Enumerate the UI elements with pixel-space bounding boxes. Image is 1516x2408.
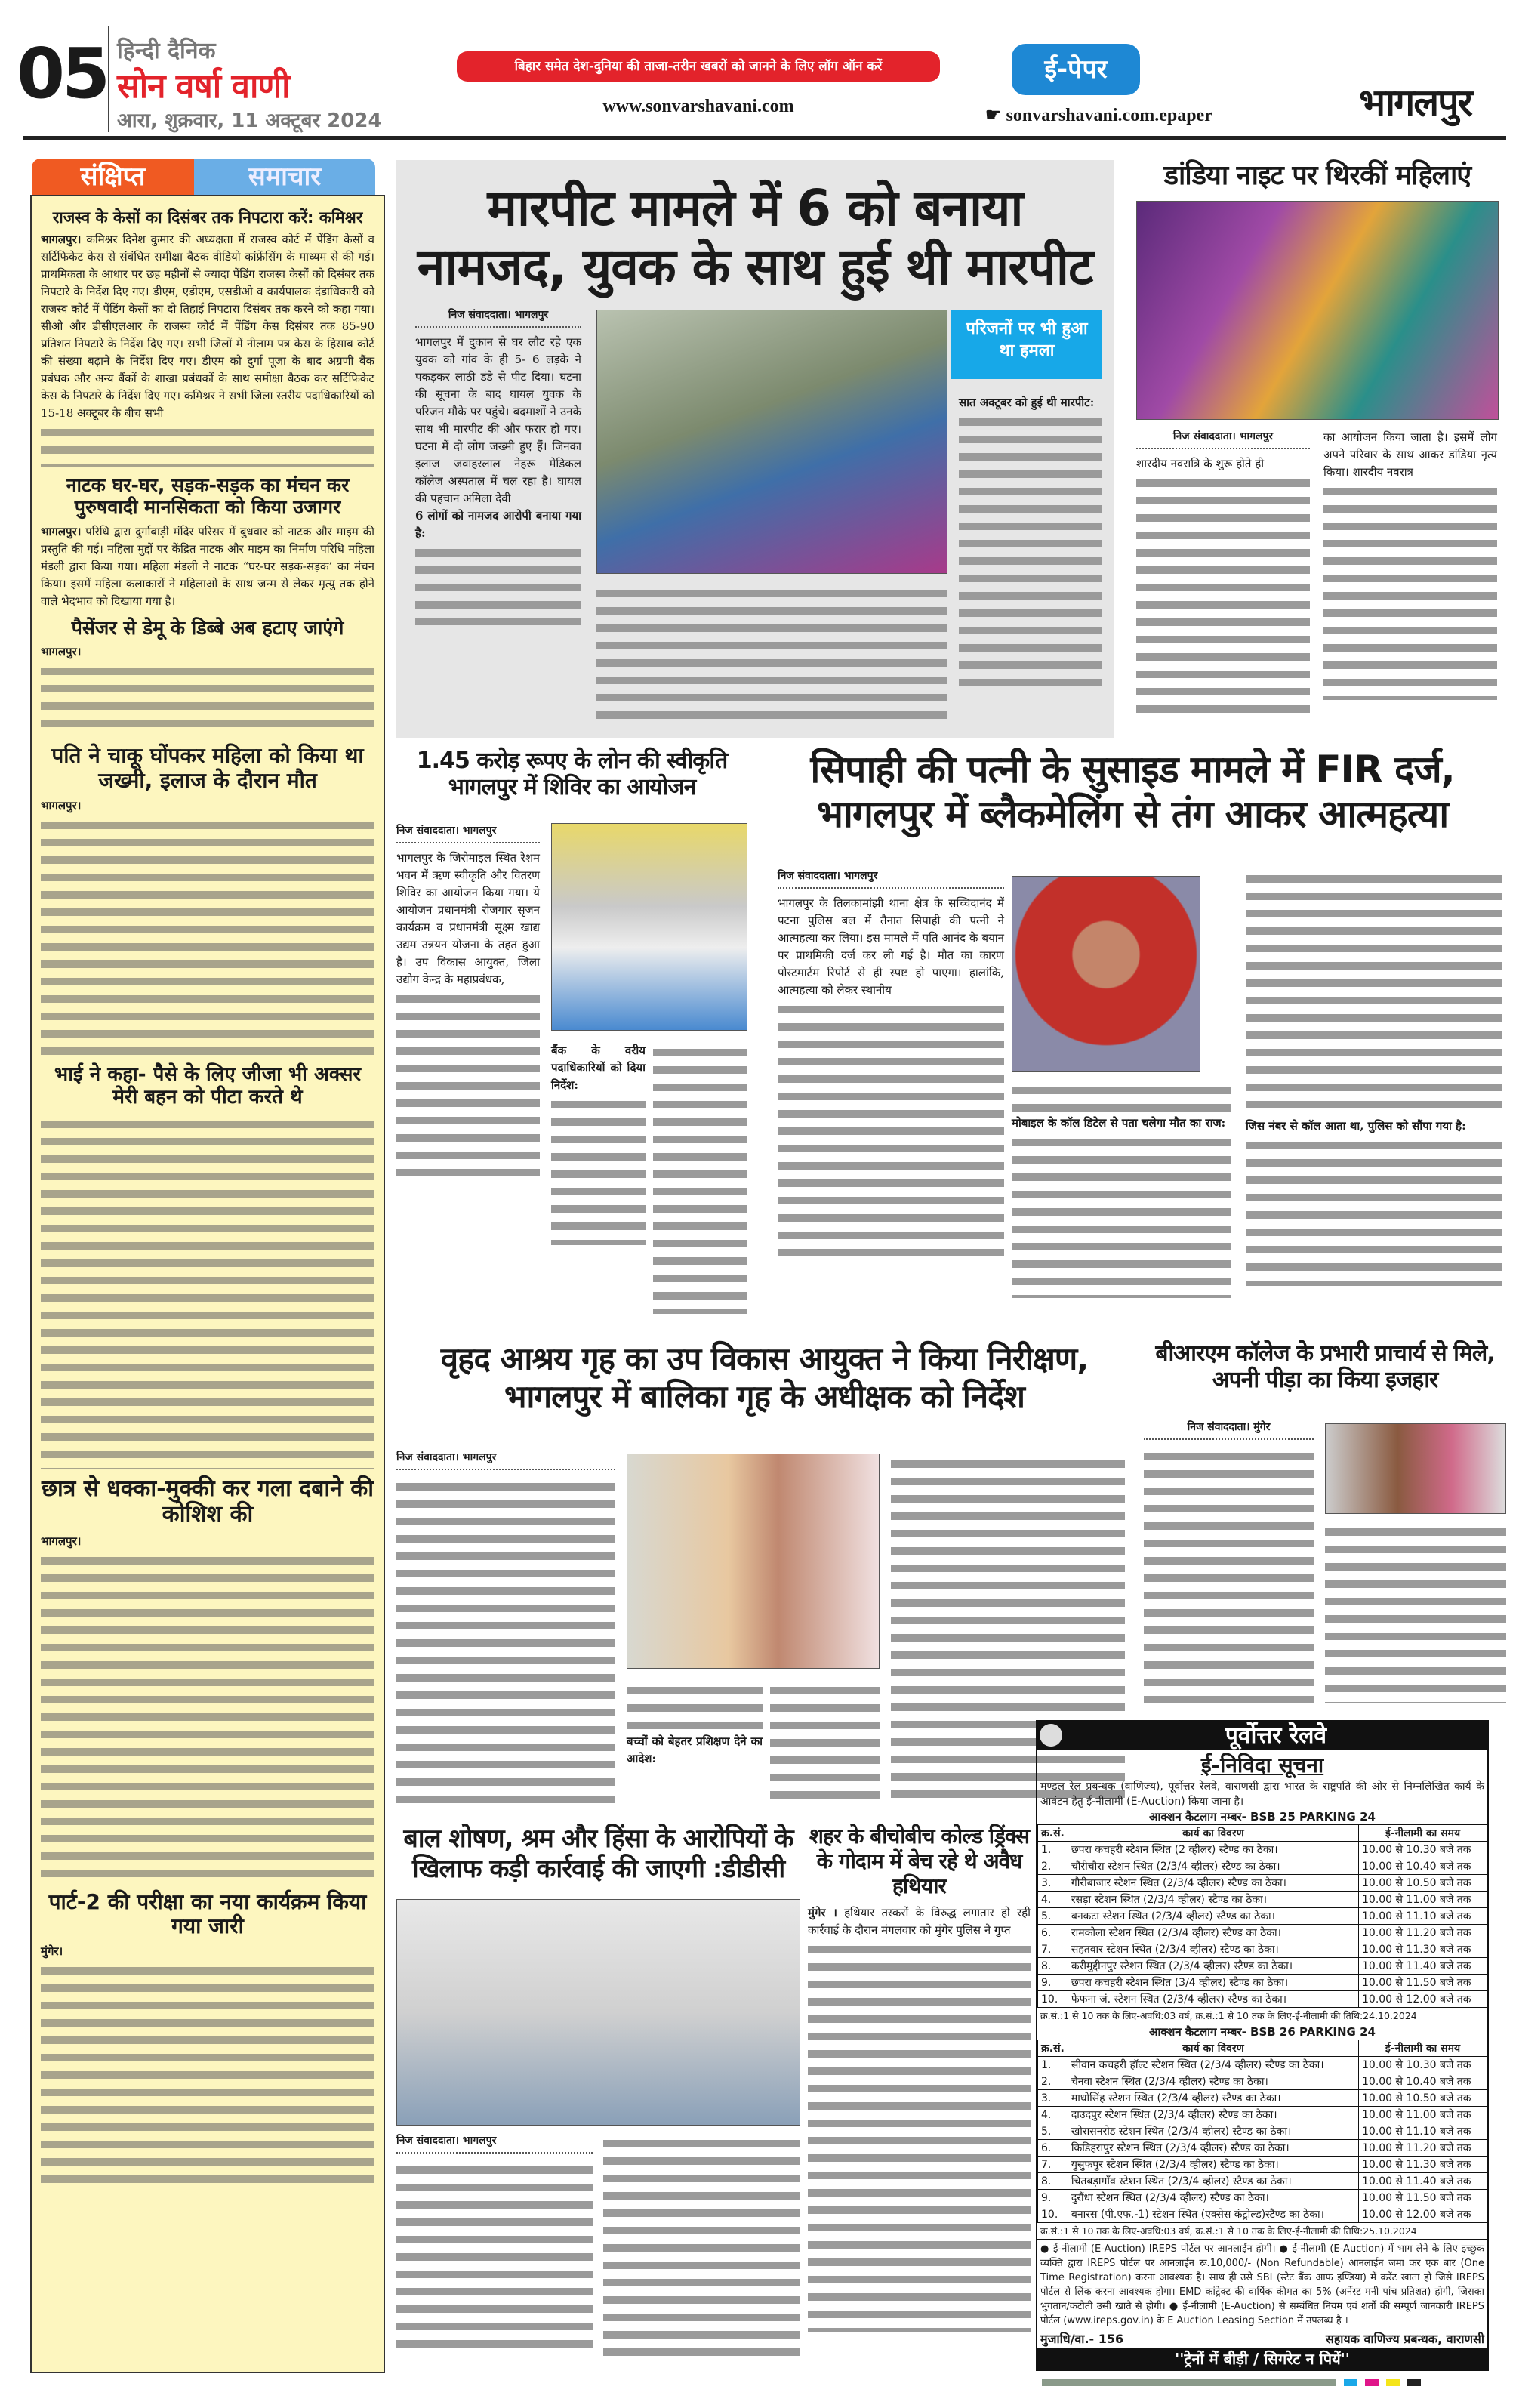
work-description: खोरासनरोड स्टेशन स्थित (2/3/4 व्हीलर) स्टैण्ड का ठेका। <box>1068 2123 1358 2140</box>
suicide-text-continued <box>1246 1135 1502 1286</box>
brief-text <box>41 231 374 422</box>
briefs-banner-left: संक्षिप्त <box>32 159 194 195</box>
shelter-text <box>627 1680 763 1733</box>
row-number: 2. <box>1038 1858 1068 1875</box>
pointer-icon: ☛ <box>985 106 1006 125</box>
epaper-link[interactable] <box>985 104 1212 126</box>
brief-text-continued <box>41 661 374 736</box>
table-row <box>1038 2123 1487 2140</box>
shelter-text <box>396 1476 615 1808</box>
loan-story <box>396 748 747 1321</box>
loan-text-continued <box>653 1042 747 1314</box>
byline: निज संवाददाता। भागलपुर <box>415 307 581 328</box>
brief-body: कमिश्नर दिनेश कुमार की अध्यक्षता में राजस्व कोर्ट में पेंडिंग केसों व सर्टिफिकेट केस से संबंधित समीक्षा बैठक वीडियो कांफ्रेंसिंग के माध्यम से की गई। प्राथमिकता के आधार पर छह महीनों से ज्यादा पेंडिंग राजस्व केसों को दिसंबर तक निपटारे के निर्देश दिए गए। डीएम, एडीएम, एसडीओ व कार्यपालक दंडाधिकारी को राजस्व कोर्ट में पेंडिंग केसों का दो तिहाई निपटारा दिसंबर तक करने को कहा गया। सीओ और डीसीएलआर के राजस्व कोर्ट में पेंडिंग केस दिसंबर तक 85-90 प्रतिशत निपटारे के निर्देश दिए गए। सभी जिलों में नीलाम पत्र केस के हिसाब कोर्ट की संख्या बढ़ाने के निर्देश दिए गए। डीएम को दुर्गा पूजा के बाद अग्रणी बैंक प्रबंधक और अन्य बैंकों के शाखा प्रबंधकों के साथ समीक्षा बैठक कर सर्टिफिकेट केस के निपटारे के निर्देश दिए गए। कमिश्नर ने सभी जिला स्तरीय पदाधिकारियों को 15-18 अक्टूबर के बीच सभी <box>41 233 374 421</box>
work-description: करीमुद्दीनपुर स्टेशन स्थित (2/3/4 व्हीलर) स्टैण्ड का ठेका। <box>1068 1958 1358 1975</box>
col-header: कार्य का विवरण <box>1068 2040 1358 2057</box>
brief-item <box>41 618 374 737</box>
row-number: 10. <box>1038 1991 1068 2008</box>
ddc-headline: बाल शोषण, श्रम और हिंसा के आरोपियों के खिलाफ कड़ी कार्रवाई की जाएगी :डीडीसी <box>403 1824 793 1885</box>
row-number: 9. <box>1038 1975 1068 1991</box>
catalog-label: आक्शन कैटलाग नम्बर- BSB 25 PARKING 24 <box>1149 1810 1376 1824</box>
table-row <box>1038 1842 1487 1858</box>
brief-headline: नाटक घर-घर, सड़क-सड़क का मंचन कर पुरुषवादी मानसिकता को किया उजागर <box>66 474 350 518</box>
table-row <box>1038 1941 1487 1958</box>
lead-text-continued <box>959 412 1102 691</box>
catalog-1 <box>1037 1809 1487 2024</box>
ddc-story <box>396 1824 800 2360</box>
callout-box: परिजनों पर भी हुआ था हमला <box>951 310 1102 379</box>
shelter-photo <box>627 1454 880 1669</box>
row-number: 5. <box>1038 2123 1068 2140</box>
brief-text <box>41 1533 374 1550</box>
row-number: 5. <box>1038 1908 1068 1925</box>
table-row <box>1038 2140 1487 2157</box>
masthead-tagline: हिन्दी दैनिक <box>117 38 216 64</box>
promo-banner[interactable]: बिहार समेत देश-दुनिया की ताजा-तरीन खबरों को जानने के लिए लॉग ऑन करें <box>457 51 940 82</box>
ddc-columns <box>396 2133 800 2360</box>
tender-terms: ● ई-नीलामी (E-Auction) IREPS पोर्टल पर आनलाईन होगी। ● ई-नीलामी (E-Auction) में भाग लेने के लिए इच्छुक व्यक्ति द्वारा IREPS पोर्टल पर आनलाईन रू.10,000/- (Non Refundable) आनलाईन जमा कर एक बार (One Time Registration) करना आवश्यक है। साथ ही उसे SBI (स्टेट बैंक आफ इण्डिया) में करेंट खाता हो जिसे IREPS पोर्टल से लिंक करना आवश्यक होगा। EMD कांट्रेक्ट की वार्षिक कीमत का 5% (अर्नेस्ट मनी पांच प्रतिशत) होगी, जिसका भुगतान/कटौती उसी खाते से होगी। ● ई-नीलामी (E-Auction) से सम्बंधित नियम एवं शर्तों की सम्पूर्ण जानकारी IREPS पोर्टल (www.ireps.gov.in) के E Auction Leasing Section में उपलब्ध है । <box>1040 2243 1484 2326</box>
byline: निज संवाददाता। भागलपुर <box>396 1450 615 1470</box>
tender-footer <box>1037 2330 1487 2347</box>
briefs-box <box>30 195 385 2373</box>
brief-item <box>41 475 374 610</box>
table-row <box>1038 2107 1487 2123</box>
row-number: 10. <box>1038 2206 1068 2223</box>
table-row <box>1038 1958 1487 1975</box>
loan-column-1 <box>396 823 540 1177</box>
table-row <box>1038 1975 1487 1991</box>
auction-time: 10.00 से 12.00 बजे तक <box>1359 1991 1487 2008</box>
lead-photo <box>596 310 948 574</box>
brief-text-continued <box>41 1114 374 1469</box>
suicide-text-continued <box>1246 868 1502 1118</box>
row-number: 4. <box>1038 2107 1068 2123</box>
victim-photo <box>1012 876 1200 1072</box>
college-text <box>1144 1446 1314 1703</box>
brief-text-continued <box>41 815 374 1056</box>
suicide-text-continued <box>778 999 1004 1263</box>
work-description: बनारस (पी.एफ.-1) स्टेशन स्थित (एक्सेस कंट्रोल्ड)स्टैण्ड का ठेका। <box>1068 2206 1358 2223</box>
catalog-2 <box>1037 2024 1487 2240</box>
loan-text-continued <box>551 1094 646 1245</box>
auction-time: 10.00 से 11.20 बजे तक <box>1359 2140 1487 2157</box>
tender-ref: मुजाधि/वा.- 156 <box>1040 2332 1124 2346</box>
lead-text: भागलपुर में दुकान से घर लौट रहे एक युवक को गांव के ही 5- 6 लड़के ने पकड़कर लाठी डंडे से पीट दिया। घटना की सूचना के बाद घायल युवक के परिजन मौके पर पहुंचे। बदमाशों ने उनके साथ भी मारपीट की और फरार हो गए। घटना में दो लोग जख्मी हुए हैं। जिनका इलाज जवाहरलाल नेहरू मेडिकल कॉलेज अस्पताल में चल रहा है। घायल की पहचान अमिला देवी <box>415 335 581 505</box>
tender-org <box>1037 1722 1487 1750</box>
suicide-column-1 <box>778 868 1004 1263</box>
tender-title: ई-निविदा सूचना <box>1200 1753 1324 1777</box>
header-rule <box>23 136 1506 140</box>
table-row <box>1038 1925 1487 1941</box>
dandiya-photo <box>1136 201 1499 420</box>
work-description: किडिहरापुर स्टेशन स्थित (2/3/4 व्हीलर) स्टैण्ड का ठेका। <box>1068 2140 1358 2157</box>
row-number: 3. <box>1038 2090 1068 2107</box>
dandiya-text: शारदीय नवरात्रि के शुरू होते ही <box>1136 457 1265 471</box>
auction-time: 10.00 से 11.10 बजे तक <box>1359 2123 1487 2140</box>
college-column-1 <box>1144 1420 1314 1703</box>
brief-headline: पैसेंजर से डेमू के डिब्बे अब हटाए जाएंगे <box>71 616 344 639</box>
header-divider <box>108 26 109 132</box>
brief-item <box>41 1064 374 1469</box>
table-row <box>1038 2173 1487 2190</box>
brief-dateline: भागलपुर। <box>41 524 82 538</box>
yellow-mark <box>1386 2379 1400 2386</box>
byline: निज संवाददाता। भागलपुर <box>396 823 540 843</box>
lead-subhead: सात अक्टूबर को हुई थी मारपीट: <box>959 396 1095 409</box>
brief-text-continued <box>41 422 374 467</box>
college-text <box>1325 1522 1506 1703</box>
table-row <box>1038 2206 1487 2223</box>
tender-intro: मण्डल रेल प्रबन्धक (वाणिज्य), पूर्वोत्तर रेलवे, वाराणसी द्वारा भारत के राष्ट्रपति की ओर से निम्नलिखित कार्य के आवंटन हेतु ई-नीलामी (E-Auction) किया जाना है। <box>1040 1781 1484 1808</box>
suicide-text-continued <box>1012 1080 1231 1115</box>
row-number: 8. <box>1038 2173 1068 2190</box>
lead-headline: मारपीट मामले में 6 को बनाया नामजद, युवक के साथ हुई थी मारपीट <box>417 179 1093 296</box>
loan-headline: 1.45 करोड़ रूपए के लोन की स्वीकृति भागलपुर में शिविर का आयोजन <box>416 748 728 801</box>
loan-photo <box>551 823 747 1031</box>
table-row <box>1038 1858 1487 1875</box>
auction-time: 10.00 से 11.00 बजे तक <box>1359 2107 1487 2123</box>
college-story <box>1140 1340 1510 1710</box>
cyan-mark <box>1344 2379 1357 2386</box>
work-description: दाउदपुर स्टेशन स्थित (2/3/4 व्हीलर) स्टैण्ड का ठेका। <box>1068 2107 1358 2123</box>
epaper-badge[interactable]: ई-पेपर <box>1012 44 1140 95</box>
brief-dateline: भागलपुर। <box>41 233 82 247</box>
brief-text <box>41 643 374 661</box>
brief-item <box>41 1476 374 1882</box>
work-description: सहतवार स्टेशन स्थित (2/3/4 व्हीलर) स्टैण्ड का ठेका। <box>1068 1941 1358 1958</box>
work-description: गौरीबाजार स्टेशन स्थित (2/3/4 व्हीलर) स्टैण्ड का ठेका। <box>1068 1875 1358 1892</box>
auction-time: 10.00 से 10.40 बजे तक <box>1359 2073 1487 2090</box>
shelter-text <box>770 1680 880 1801</box>
auction-time: 10.00 से 10.40 बजे तक <box>1359 1858 1487 1875</box>
ddc-text <box>603 2133 800 2360</box>
briefs-banner-right: समाचार <box>194 159 375 195</box>
arms-dateline: मुंगेर । <box>808 1906 837 1920</box>
tender-slogan: ''ट्रेनों में बीड़ी / सिगरेट न पियें'' <box>1037 2348 1487 2369</box>
loan-subhead: बैंक के वरीय पदाधिकारियों को दिया निर्देश: <box>551 1044 646 1092</box>
tender-org-name: पूर्वोत्तर रेलवे <box>1225 1722 1327 1749</box>
suicide-story <box>755 748 1510 1321</box>
table-row <box>1038 2057 1487 2073</box>
brief-dateline: भागलपुर। <box>41 645 82 659</box>
work-description: रामकोला स्टेशन स्थित (2/3/4 व्हीलर) स्टैण्ड का ठेका। <box>1068 1925 1358 1941</box>
black-mark <box>1407 2379 1421 2386</box>
suicide-column-3 <box>1246 868 1502 1286</box>
auction-time: 10.00 से 10.30 बजे तक <box>1359 2057 1487 2073</box>
auction-time: 10.00 से 11.10 बजे तक <box>1359 1908 1487 1925</box>
row-number: 6. <box>1038 1925 1068 1941</box>
auction-time: 10.00 से 10.50 बजे तक <box>1359 1875 1487 1892</box>
auction-time: 10.00 से 11.30 बजे तक <box>1359 2157 1487 2173</box>
arms-story <box>808 1824 1031 2332</box>
work-description: चैनवा स्टेशन स्थित (2/3/4 व्हीलर) स्टैण्ड का ठेका। <box>1068 2073 1358 2090</box>
row-number: 7. <box>1038 2157 1068 2173</box>
brief-text <box>41 797 374 815</box>
college-photo <box>1325 1423 1506 1514</box>
row-number: 8. <box>1038 1958 1068 1975</box>
auction-time: 10.00 से 11.00 बजे तक <box>1359 1892 1487 1908</box>
tender-signatory: सहायक वाणिज्य प्रबन्धक, वाराणसी <box>1325 2332 1484 2346</box>
table-row <box>1038 2190 1487 2206</box>
loan-column-2 <box>551 1042 646 1245</box>
col-header: क्र.सं. <box>1038 1825 1068 1842</box>
shelter-story <box>396 1340 1132 1808</box>
work-description: चौरीचौरा स्टेशन स्थित (2/3/4 व्हीलर) स्टैण्ड का ठेका। <box>1068 1858 1358 1875</box>
brief-headline: भाई ने कहा- पैसे के लिए जीजा भी अक्सर मेरी बहन को पीटा करते थे <box>54 1062 362 1108</box>
brief-item <box>41 744 374 1056</box>
work-description: छपरा कचहरी स्टेशन स्थित (3/4 व्हीलर) स्टैण्ड का ठेका। <box>1068 1975 1358 1991</box>
work-description: रसड़ा स्टेशन स्थित (2/3/4 व्हीलर) स्टैण्ड का ठेका। <box>1068 1892 1358 1908</box>
suicide-text-continued <box>1012 1132 1231 1298</box>
ddc-photo <box>396 1899 800 2126</box>
suicide-subhead: मोबाइल के कॉल डिटेल से पता चलेगा मौत का राज: <box>1012 1116 1226 1130</box>
catalog-table <box>1037 2040 1487 2223</box>
byline: निज संवाददाता। भागलपुर <box>396 2133 593 2154</box>
dandiya-text-continued <box>1323 481 1497 700</box>
brief-text-continued <box>41 1960 374 2187</box>
ddc-text <box>396 2160 593 2356</box>
shelter-subhead: बच्चों को बेहतर प्रशिक्षण देने का आदेश: <box>627 1734 763 1765</box>
auction-time: 10.00 से 12.00 बजे तक <box>1359 2206 1487 2223</box>
work-description: फेफना जं. स्टेशन स्थित (2/3/4 व्हीलर) स्टैण्ड का ठेका। <box>1068 1991 1358 2008</box>
row-number: 2. <box>1038 2073 1068 2090</box>
work-description: छपरा कचहरी स्टेशन स्थित (2 व्हीलर) स्टैण्ड का ठेका। <box>1068 1842 1358 1858</box>
row-number: 1. <box>1038 1842 1068 1858</box>
lead-text-continued <box>596 583 948 726</box>
brief-headline: छात्र से धक्का-मुक्की कर गला दबाने की कोशिश की <box>41 1475 374 1528</box>
catalog-note: क्र.सं.:1 से 10 तक के लिए-अवधि:03 वर्ष, क्र.सं.:1 से 10 तक के लिए-ई-नीलामी की तिथि:25.10.2024 <box>1037 2223 1487 2240</box>
arms-headline: शहर के बीचोबीच कोल्ड ड्रिंक्स के गोदाम में बेच रहे थे अवैध हथियार <box>809 1824 1030 1899</box>
table-row <box>1038 1892 1487 1908</box>
page-number: 05 <box>17 33 108 114</box>
arms-text-continued <box>808 1939 1031 2332</box>
brief-text <box>41 1943 374 1960</box>
table-row <box>1038 2073 1487 2090</box>
lead-text-continued <box>415 542 581 625</box>
row-number: 6. <box>1038 2140 1068 2157</box>
byline: निज संवाददाता। मुंगेर <box>1144 1420 1314 1440</box>
lead-column-1 <box>415 307 581 625</box>
table-row <box>1038 2090 1487 2107</box>
brief-body: परिधि द्वारा दुर्गाबाड़ी मंदिर परिसर में बुधवार को नाटक और माइम की प्रस्तुति की गई। महिला मुद्दों पर केंद्रित नाटक और माइम का निर्माण परिधि महिला मंडली द्वारा किया गया। महिला मंडली ने नाटक “घर-घर सड़क-सड़क’ का मंचन किया। इसमें महिला कलाकारों ने महिलाओं के साथ जन्म से लेकर मृत्यु तक होने वाले भेदभाव को दिखाया गया है। <box>41 524 374 608</box>
college-headline: बीआरएम कॉलेज के प्रभारी प्राचार्य से मिले, अपनी पीड़ा का किया इजहार <box>1155 1340 1495 1394</box>
table-row <box>1038 1875 1487 1892</box>
dandiya-headline: डांडिया नाइट पर थिरकीं महिलाएं <box>1163 160 1471 191</box>
briefs-banner <box>32 159 375 195</box>
suicide-column-2 <box>1012 1080 1231 1298</box>
brief-item <box>41 1890 374 2187</box>
brief-headline: राजस्व के केसों का दिसंबर तक निपटारा करें: कमिश्नर <box>52 208 363 227</box>
catalog-note: क्र.सं.:1 से 10 तक के लिए-अवधि:03 वर्ष, क्र.सं.:1 से 10 तक के लिए-ई-नीलामी की तिथि:24.10.2024 <box>1037 2008 1487 2024</box>
auction-time: 10.00 से 11.50 बजे तक <box>1359 2190 1487 2206</box>
col-header: ई-नीलामी का समय <box>1359 1825 1487 1842</box>
registration-bar <box>1042 2379 1336 2386</box>
dandiya-text: का आयोजन किया जाता है। इसमें लोग अपने परिवार के साथ आकर डांडिया नृत्य किया। शारदीय नवरात्र <box>1323 430 1497 479</box>
suicide-text: भागलपुर के तिलकामांझी थाना क्षेत्र के सच्चिदानंद में पटना पुलिस बल में तैनात सिपाही की पत्नी ने आत्महत्या कर लिया। इस मामले में पति आनंद के बयान पर प्राथमिकी दर्ज कर ली गई है। मौत का कारण पोस्टमार्टम रिपोर्ट से ही स्पष्ट हो पाएगा। हालांकि, आत्महत्या को लेकर स्थानीय <box>778 896 1004 997</box>
auction-time: 10.00 से 11.40 बजे तक <box>1359 2173 1487 2190</box>
arms-body: हथियार तस्करों के विरुद्ध लगातार हो रही कार्रवाई के दौरान मंगलवार को मुंगेर पुलिस ने गुप्त <box>808 1906 1031 1938</box>
epaper-url: sonvarshavani.com.epaper <box>1006 106 1212 125</box>
shelter-headline: वृहद आश्रय गृह का उप विकास आयुक्त ने किया निरीक्षण, भागलपुर में बालिका गृह के अधीक्षक को निर्देश <box>440 1340 1089 1415</box>
work-description: चितबड़ागाँव स्टेशन स्थित (2/3/4 व्हीलर) स्टैण्ड का ठेका। <box>1068 2173 1358 2190</box>
dandiya-columns <box>1136 429 1510 714</box>
table-row <box>1038 1991 1487 2008</box>
auction-time: 10.00 से 10.50 बजे तक <box>1359 2090 1487 2107</box>
magenta-mark <box>1365 2379 1379 2386</box>
tender-notice <box>1036 1720 1489 2371</box>
loan-text: भागलपुर के जिरोमाइल स्थित रेशम भवन में ऋण स्वीकृति और वितरण शिविर का आयोजन किया गया। ये आयोजन प्रधानमंत्री रोजगार सृजन कार्यक्रम व प्रधानमंत्री सूक्ष्म खाद्य उद्यम उन्नयन योजना के तहत हुआ है। उप विकास आयुक्त, जिला उद्योग केन्द्र के महाप्रबंधक, <box>396 851 540 986</box>
brief-headline: पति ने चाकू घोंपकर महिला को किया था जख्मी, इलाज के दौरान मौत <box>51 743 364 793</box>
lead-column-4 <box>959 394 1102 691</box>
work-description: युसुफपुर स्टेशन स्थित (2/3/4 व्हीलर) स्टैण्ड का ठेका। <box>1068 2157 1358 2173</box>
suicide-subhead: जिस नंबर से कॉल आता था, पुलिस को सौंपा गया है: <box>1246 1119 1466 1133</box>
shelter-column-1 <box>396 1450 615 1808</box>
website-link[interactable]: www.sonvarshavani.com <box>602 97 794 116</box>
cmyk-marks <box>1344 2379 1421 2386</box>
auction-time: 10.00 से 11.40 बजे तक <box>1359 1958 1487 1975</box>
catalog-label: आक्शन कैटलाग नम्बर- BSB 26 PARKING 24 <box>1149 2025 1376 2039</box>
brief-dateline: भागलपुर। <box>41 1534 82 1548</box>
brief-text-continued <box>41 1550 374 1882</box>
arms-text <box>808 1904 1031 1939</box>
dandiya-story <box>1125 160 1510 738</box>
auction-time: 10.00 से 11.30 बजे तक <box>1359 1941 1487 1958</box>
catalog-table <box>1037 1824 1487 2008</box>
brief-item <box>41 208 374 467</box>
loan-text-continued <box>396 988 540 1177</box>
work-description: माधोसिंह स्टेशन स्थित (2/3/4 व्हीलर) स्टैण्ड का ठेका। <box>1068 2090 1358 2107</box>
brief-headline: पार्ट-2 की परीक्षा का नया कार्यक्रम किया गया जारी <box>48 1888 367 1938</box>
work-description: सीवान कचहरी हॉल्ट स्टेशन स्थित (2/3/4 व्हीलर) स्टैण्ड का ठेका। <box>1068 2057 1358 2073</box>
railway-logo-icon <box>1040 1724 1062 1747</box>
col-header: ई-नीलामी का समय <box>1359 2040 1487 2057</box>
table-row <box>1038 2157 1487 2173</box>
dateline: आरा, शुक्रवार, 11 अक्टूबर 2024 <box>117 109 382 132</box>
table-row <box>1038 1908 1487 1925</box>
shelter-column-2 <box>627 1680 763 1768</box>
lead-story <box>396 160 1114 738</box>
suicide-headline: सिपाही की पत्नी के सुसाइड मामले में FIR दर्ज, भागलपुर में ब्लैकमेलिंग से तंग आकर आत्महत्या <box>810 748 1455 836</box>
brief-dateline: मुंगेर। <box>41 1944 63 1958</box>
byline: निज संवाददाता। भागलपुर <box>1136 429 1310 449</box>
row-number: 3. <box>1038 1875 1068 1892</box>
row-number: 7. <box>1038 1941 1068 1958</box>
row-number: 1. <box>1038 2057 1068 2073</box>
row-number: 4. <box>1038 1892 1068 1908</box>
row-number: 9. <box>1038 2190 1068 2206</box>
auction-time: 10.00 से 11.50 बजे तक <box>1359 1975 1487 1991</box>
brief-dateline: भागलपुर। <box>41 798 82 812</box>
dandiya-text-continued <box>1136 473 1310 714</box>
work-description: दुरौंधा स्टेशन स्थित (2/3/4 व्हीलर) स्टैण्ड का ठेका। <box>1068 2190 1358 2206</box>
brief-text <box>41 523 374 610</box>
auction-time: 10.00 से 10.30 बजे तक <box>1359 1842 1487 1858</box>
col-header: क्र.सं. <box>1038 2040 1068 2057</box>
byline: निज संवाददाता। भागलपुर <box>778 868 1004 889</box>
edition-name: भागलपुर <box>1359 81 1471 125</box>
col-header: कार्य का विवरण <box>1068 1825 1358 1842</box>
masthead-logo: सोन वर्षा वाणी <box>117 67 290 106</box>
work-description: बनकटा स्टेशन स्थित (2/3/4 व्हीलर) स्टैण्ड का ठेका। <box>1068 1908 1358 1925</box>
auction-time: 10.00 से 11.20 बजे तक <box>1359 1925 1487 1941</box>
lead-subhead: 6 लोगों को नामजद आरोपी बनाया गया है: <box>415 509 581 540</box>
